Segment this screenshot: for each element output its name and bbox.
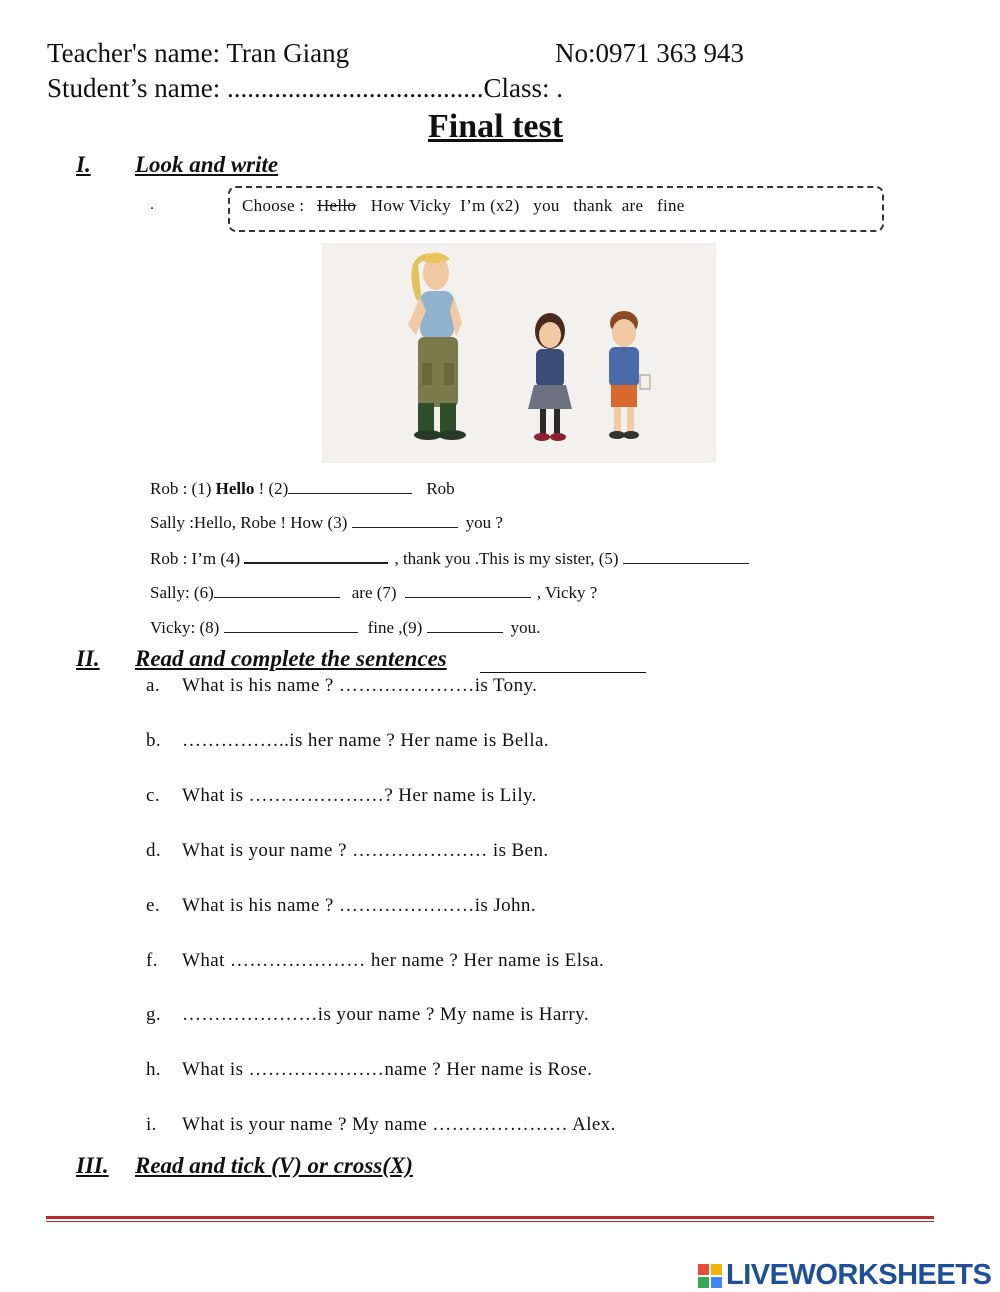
boy-figure: [609, 311, 650, 439]
blank-5[interactable]: [623, 549, 749, 564]
sentence-text: …………………is your name ? My name is Harry.: [182, 1004, 589, 1025]
sentence-i: [146, 1114, 616, 1136]
sentence-g: [146, 1004, 589, 1026]
sentence-label: f.: [146, 950, 158, 971]
blank-3[interactable]: [352, 513, 458, 528]
dialogue-5-end: you.: [510, 618, 541, 637]
word-bank-words: How Vicky I’m (x2) you thank are fine: [370, 196, 685, 215]
sentence-b: [146, 730, 549, 752]
section-2-number: II.: [76, 646, 100, 671]
dialogue-5-start: Vicky: (8): [150, 618, 224, 637]
footer-rule-thin: [46, 1221, 934, 1222]
sentence-label: g.: [146, 1004, 162, 1025]
dialogue-3-mid: , thank you .This is my sister, (5): [394, 549, 623, 568]
woman-figure: [408, 252, 466, 440]
dialogue-1-end: Rob: [426, 479, 455, 498]
sentence-text: What is his name ? …………………is John.: [182, 895, 536, 916]
footer-rule: [46, 1216, 934, 1219]
dialogue-line-2: [150, 513, 503, 533]
liveworksheets-logo[interactable]: [698, 1259, 991, 1292]
blank-4[interactable]: [244, 548, 388, 564]
word-bank-label: Choose :: [242, 196, 305, 215]
sentence-label: c.: [146, 785, 160, 806]
sentence-h: [146, 1059, 592, 1081]
blank-2[interactable]: [288, 479, 412, 494]
blank-7[interactable]: [405, 583, 531, 598]
stray-dot: .: [150, 196, 154, 213]
blank-6[interactable]: [214, 583, 340, 598]
section-2-underline-extension: [480, 672, 646, 673]
sentence-a: [146, 675, 537, 697]
student-name-line: Student’s name: ......................................Class: .: [47, 73, 563, 103]
illustration-three-people: [322, 243, 716, 463]
sentence-text: What ………………… her name ? Her name is Elsa.: [182, 950, 605, 971]
section-3-heading: Read and tick (V) or cross(X): [135, 1153, 413, 1178]
people-illustration: [322, 243, 716, 463]
sentence-c: [146, 785, 537, 807]
sentence-text: What is his name ? …………………is Tony.: [182, 675, 538, 696]
sentence-e: [146, 895, 536, 917]
dialogue-1-start: Rob : (1): [150, 479, 216, 498]
section-1-number: I.: [76, 152, 91, 177]
sentence-text: What is your name ? My name ………………… Alex.: [182, 1114, 616, 1135]
sentence-label: b.: [146, 730, 162, 751]
sentence-d: [146, 840, 549, 862]
dialogue-1-mid: ! (2): [254, 479, 289, 498]
dialogue-2-end: you ?: [465, 513, 503, 532]
teacher-name: Teacher's name: Tran Giang: [47, 38, 350, 68]
sentence-f: [146, 950, 604, 972]
dialogue-4-end: , Vicky ?: [536, 583, 598, 602]
sentence-label: e.: [146, 895, 160, 916]
blank-9[interactable]: [427, 618, 503, 633]
liveworksheets-blocks-icon: [698, 1264, 722, 1288]
girl-figure: [528, 313, 572, 441]
phone-number: No:0971 363 943: [555, 38, 744, 68]
dialogue-line-4: [150, 583, 597, 603]
dialogue-line-1: [150, 479, 455, 499]
sentence-text: What is …………………name ? Her name is Rose.: [182, 1059, 593, 1080]
sentence-label: h.: [146, 1059, 162, 1080]
sentence-label: d.: [146, 840, 162, 861]
dialogue-line-3: [150, 548, 749, 569]
sentence-label: i.: [146, 1114, 157, 1135]
dialogue-1-example-answer: Hello: [215, 479, 255, 498]
sentence-label: a.: [146, 675, 160, 696]
dialogue-5-mid: fine ,(9): [367, 618, 427, 637]
dialogue-2-start: Sally :Hello, Robe ! How (3): [150, 513, 352, 532]
dialogue-3-start: Rob : I’m (4): [150, 549, 245, 568]
section-3-number: III.: [76, 1153, 109, 1178]
sentence-text: What is …………………? Her name is Lily.: [182, 785, 537, 806]
blank-8[interactable]: [224, 618, 358, 633]
word-bank-struck-word: Hello: [316, 196, 357, 215]
section-1-heading: Look and write: [135, 152, 279, 177]
sentence-text: What is your name ? ………………… is Ben.: [182, 840, 549, 861]
liveworksheets-wordmark: LIVEWORKSHEETS: [726, 1259, 992, 1291]
section-2-heading: Read and complete the sentences: [135, 646, 447, 671]
dialogue-line-5: [150, 618, 540, 638]
sentence-text: ……………..is her name ? Her name is Bella.: [182, 730, 550, 751]
page-title: Final test: [428, 108, 564, 145]
dialogue-4-start: Sally: (6): [150, 583, 214, 602]
word-bank: [242, 196, 685, 216]
dialogue-4-mid: are (7): [351, 583, 401, 602]
